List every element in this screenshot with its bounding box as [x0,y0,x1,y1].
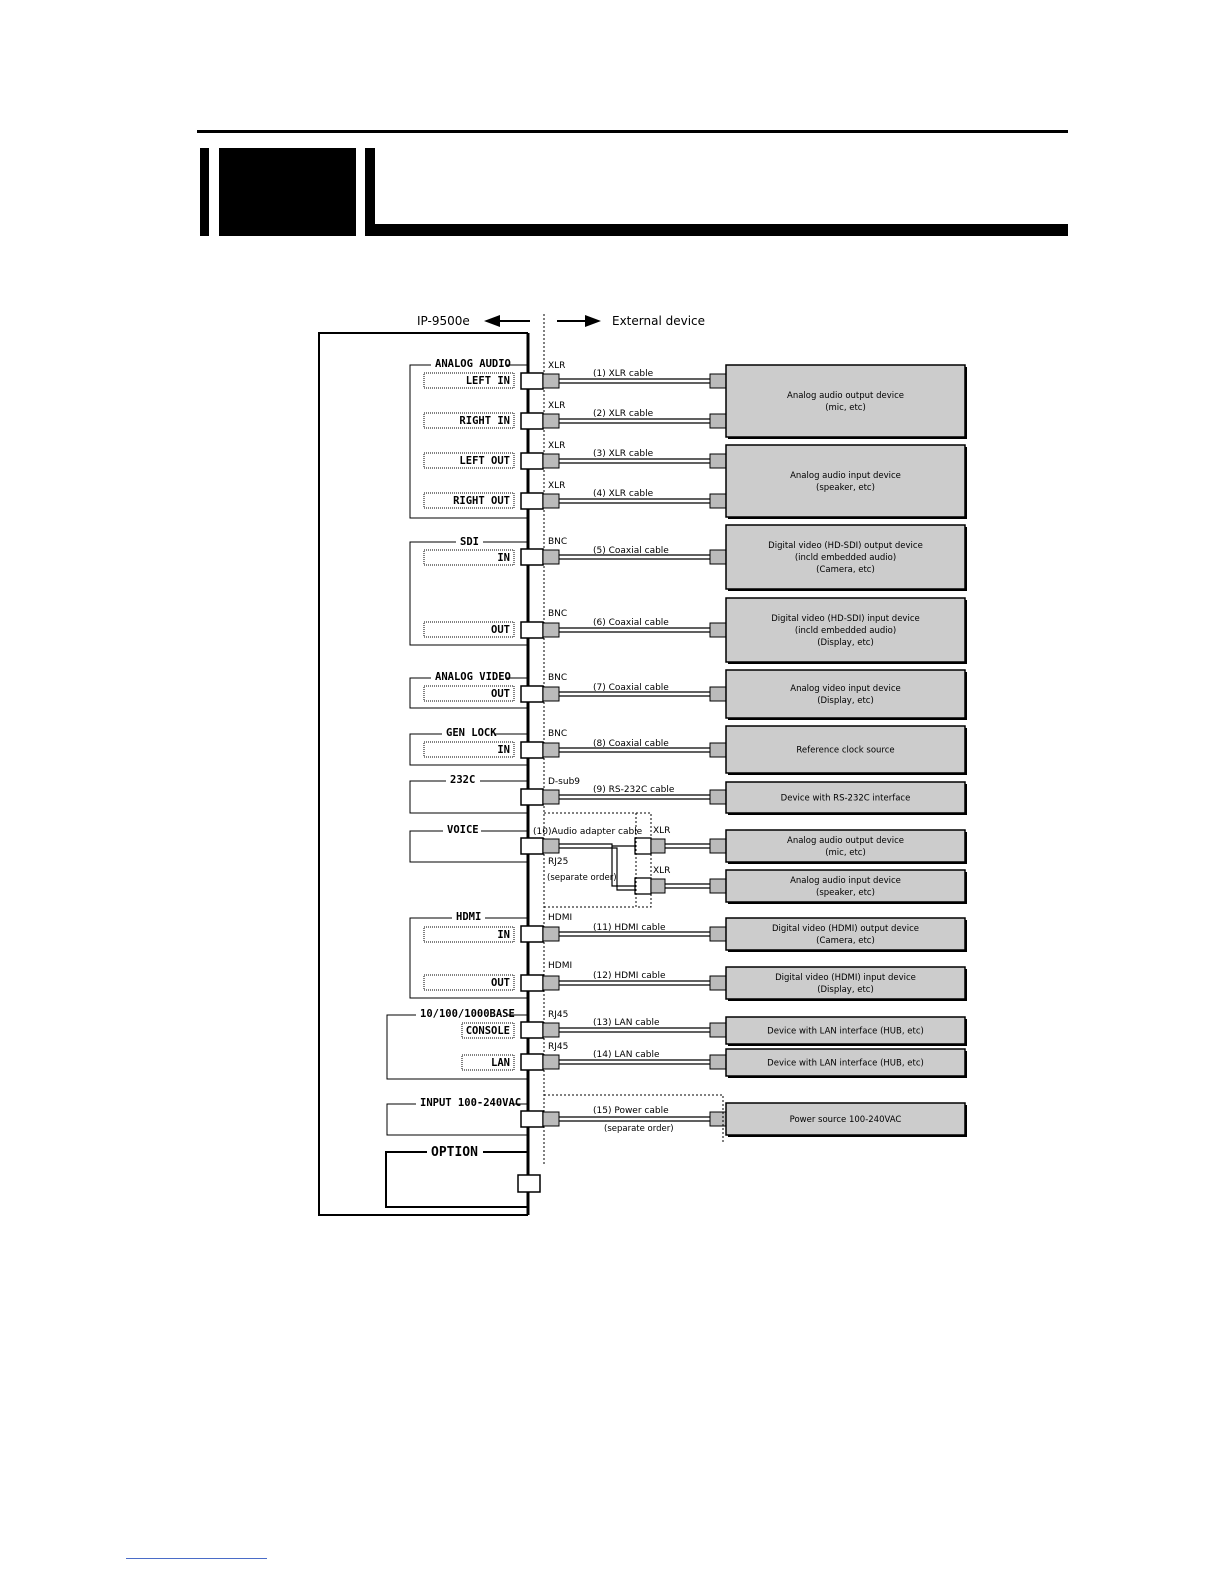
device-label: Digital video (HDMI) output device [772,924,919,934]
dev-voice-out-box [726,830,967,864]
chapter-header [197,130,1068,236]
port-connector [521,975,543,991]
plug-connector [543,1112,559,1126]
port-connector [521,453,543,469]
connector-type: BNC [548,729,568,739]
plug-connector [710,1023,726,1037]
voice-xlr-a: XLR [653,826,671,836]
cable-label: (5) Coaxial cable [593,546,669,556]
port-label-sdi-in [424,550,514,565]
plug-connector [543,454,559,468]
plug-connector [710,374,726,388]
svg-text:OUT: OUT [491,688,510,700]
plug-connector [710,879,726,893]
device-label: (incld embedded audio) [794,553,897,563]
device-label: Digital video (HD-SDI) input device [771,614,920,624]
svg-text:IN: IN [497,552,510,564]
port-connector [521,686,543,702]
dev-av-in-box [726,670,967,720]
port-label-right-out [424,493,514,508]
svg-text:RIGHT OUT: RIGHT OUT [453,495,510,507]
plug-connector [651,839,665,853]
group-title: 10/100/1000BASE [420,1008,515,1020]
device-label: Device with LAN interface (HUB, etc) [767,1058,924,1069]
port-connector [521,1054,543,1070]
port-label-hdmi-in [424,927,514,942]
footer-rule [126,1558,267,1559]
plug-connector [710,414,726,428]
dev-audio-out-box [726,365,967,439]
plug-connector [710,454,726,468]
port-label-av-out [424,686,514,701]
header-bar-left [365,148,375,236]
group-gen-lock [410,727,528,765]
port-connector [521,926,543,942]
plug-connector [543,1055,559,1069]
device-label: (Display, etc) [817,696,874,706]
connector-type: XLR [548,401,566,411]
cable-label: (9) RS-232C cable [593,785,675,795]
plug-connector [543,374,559,388]
plug-connector [710,1055,726,1069]
svg-text:OUT: OUT [491,624,510,636]
plug-connector [710,623,726,637]
svg-text:LEFT OUT: LEFT OUT [459,455,510,467]
group-232c [410,774,528,813]
group-title: 232C [450,774,476,786]
port-connector [521,413,543,429]
svg-text:OUT: OUT [491,977,510,989]
cable-label: (4) XLR cable [593,489,654,499]
cable-label: (13) LAN cable [593,1018,660,1028]
port-connector [521,742,543,758]
plug-connector [710,550,726,564]
group-title: SDI [460,536,479,548]
svg-text:LEFT IN: LEFT IN [465,375,510,387]
plug-connector [543,743,559,757]
port-label-lan [462,1055,514,1070]
group-title: INPUT 100-240VAC [420,1097,522,1109]
cable-label: (12) HDMI cable [593,971,666,981]
plug-connector [543,550,559,564]
plug-connector [543,414,559,428]
cable-label: (10)Audio adapter cable [533,827,643,837]
plug-connector [651,879,665,893]
plug-connector [543,494,559,508]
plug-connector [543,687,559,701]
device-label: (Display, etc) [817,985,874,995]
group-hdmi [410,911,528,998]
plug-connector [710,790,726,804]
cable-label: (11) HDMI cable [593,923,666,933]
device-label: Analog audio input device [790,471,901,481]
voice-xlr-b: XLR [653,866,671,876]
port-connector [521,838,543,854]
svg-text:IN: IN [497,929,510,941]
device-label: (mic, etc) [825,403,866,413]
plug-connector [710,927,726,941]
cable-label: (2) XLR cable [593,409,654,419]
adapter-jack [635,878,651,894]
dev-lan-1-box [726,1017,967,1046]
connector-type: XLR [548,481,566,491]
cable-wire [559,848,635,890]
header-bar-thin [200,148,209,236]
cable-label: (15) Power cable [593,1106,669,1116]
port-label-sdi-out [424,622,514,637]
cable-label: (3) XLR cable [593,449,654,459]
connector-type: BNC [548,673,568,683]
port-label-left-in [424,373,514,388]
connector-type: XLR [548,361,566,371]
device-boxes [726,365,967,1137]
plug-connector [543,839,559,853]
device-label: Device with LAN interface (HUB, etc) [767,1026,924,1037]
voice-separate-order: (separate order) [547,873,617,883]
port-label-genlock-in [424,742,514,757]
connector-type: XLR [548,441,566,451]
connector-type: BNC [548,609,568,619]
device-label: (speaker, etc) [816,483,875,493]
group-analog-video [410,671,528,708]
device-label: Digital video (HD-SDI) output device [768,541,923,551]
header-block [219,148,356,236]
connector-type: D-sub9 [548,777,581,787]
connector-type: HDMI [548,913,573,923]
group-option [386,1145,540,1207]
dev-refclock-box [726,726,967,775]
port-connector [521,493,543,509]
device-label: Digital video (HDMI) input device [775,973,916,983]
dev-hdmi-in-box [726,967,967,1001]
connector-type: HDMI [548,961,573,971]
group-title: HDMI [456,911,482,923]
device-label: Power source 100-240VAC [789,1115,902,1125]
device-box [726,365,965,437]
svg-text:CONSOLE: CONSOLE [465,1025,510,1037]
dev-power-box [726,1103,967,1137]
connector-type: RJ45 [548,1042,569,1052]
plug-connector [710,494,726,508]
device-label: (Display, etc) [817,638,874,648]
connector-type: RJ25 [548,857,569,867]
device-label: Device with RS-232C interface [780,793,911,804]
plug-connector [543,623,559,637]
dev-sdi-in-box [726,598,967,664]
dev-hdmi-out-box [726,918,967,952]
header-bottom-bar [375,224,1068,236]
device-label: Analog audio input device [790,876,901,886]
port-label-hdmi-out [424,975,514,990]
header-top-rule [197,130,1068,133]
device-label: (incld embedded audio) [794,626,897,636]
dev-lan-2-box [726,1049,967,1078]
port-label-right-in [424,413,514,428]
group-power [387,1097,528,1135]
plug-connector [710,743,726,757]
device-label: Analog audio output device [787,391,904,401]
group-voice [410,824,528,862]
plug-connector [543,790,559,804]
dev-sdi-out-box [726,525,967,591]
power-extra [544,1095,723,1143]
device-box [726,670,965,718]
group-title: GEN LOCK [446,727,497,739]
plug-connector [543,976,559,990]
plug-connector [543,1023,559,1037]
port-connector [521,789,543,805]
port-label-console [462,1023,514,1038]
device-label: Analog audio output device [787,836,904,846]
port-connector [521,373,543,389]
power-separate-order: (separate order) [604,1124,674,1134]
option-slot [518,1175,540,1192]
port-connector [521,622,543,638]
device-box [726,445,965,517]
cable-label: (6) Coaxial cable [593,618,669,628]
dev-voice-in-box [726,870,967,904]
cable-label: (14) LAN cable [593,1050,660,1060]
dev-rs232c-box [726,782,967,815]
group-title: VOICE [447,824,479,836]
plug-connector [710,1112,726,1126]
plug-connector [543,927,559,941]
adapter-jack [635,838,651,854]
port-labels [424,373,514,1070]
port-label-left-out [424,453,514,468]
device-label: Analog video input device [790,684,901,694]
device-label: (speaker, etc) [816,888,875,898]
group-sdi [410,536,528,645]
port-connector [521,1111,543,1127]
group-title: ANALOG AUDIO [435,358,511,370]
svg-text:LAN: LAN [491,1057,510,1069]
device-label: (Camera, etc) [816,936,875,946]
cable-label: (8) Coaxial cable [593,739,669,749]
port-connector [521,1022,543,1038]
cable-label: (1) XLR cable [593,369,654,379]
arrow-left-icon [484,315,530,327]
device-label-left: IP-9500e [417,314,470,328]
svg-text:RIGHT IN: RIGHT IN [459,415,510,427]
plug-connector [710,976,726,990]
device-label: (Camera, etc) [816,565,875,575]
plug-connector [710,839,726,853]
device-label: (mic, etc) [825,848,866,858]
device-label-right: External device [612,314,706,328]
power-dotted-frame [544,1095,723,1143]
group-title: OPTION [431,1145,478,1160]
dev-audio-in-box [726,445,967,519]
device-label: Reference clock source [796,745,895,756]
arrow-right-icon [557,315,601,327]
cable-label: (7) Coaxial cable [593,683,669,693]
port-connector [521,549,543,565]
connector-type: BNC [548,537,568,547]
group-title: ANALOG VIDEO [435,671,511,683]
svg-text:IN: IN [497,744,510,756]
plug-connector [710,687,726,701]
connector-type: RJ45 [548,1010,569,1020]
